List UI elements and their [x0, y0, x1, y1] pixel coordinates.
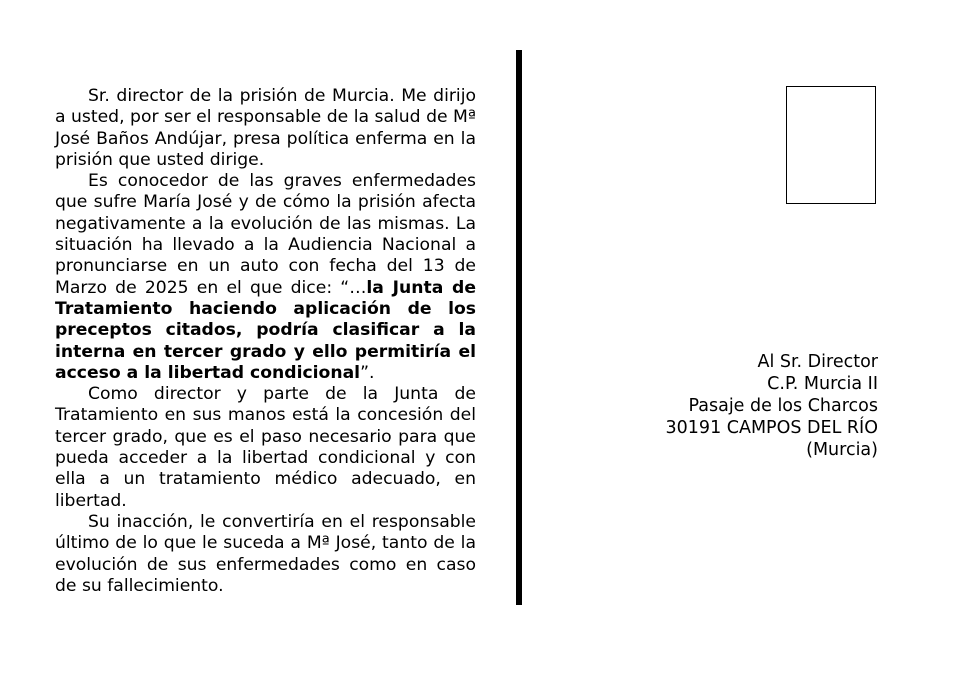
address-line-4: 30191 CAMPOS DEL RÍO: [665, 418, 878, 438]
address-line-3: Pasaje de los Charcos: [688, 396, 878, 416]
letter-paragraph-1: Sr. director de la prisión de Murcia. Me dirijo a usted, por ser el responsable de la salud de Mª José Baños Andújar, presa política enferma en la prisión que usted dirige.: [55, 86, 476, 170]
recipient-address: [666, 351, 878, 461]
address-line-2: C.P. Murcia II: [767, 374, 878, 394]
letter-body: [55, 86, 476, 597]
letter-paragraph-4: Su inacción, le convertiría en el responsable último de lo que le suceda a Mª José, tanto de la evolución de sus enfermedades como en caso de su fallecimiento.: [55, 511, 476, 596]
postcard-divider: [516, 50, 522, 605]
letter-paragraph-3: Como director y parte de la Junta de Tratamiento en sus manos está la concesión del tercer grado, que es el paso necesario para que pueda acceder a la libertad condicional y con ella a un tratamiento médico adecuado, en libertad.: [55, 384, 476, 511]
address-line-5: (Murcia): [806, 440, 878, 460]
stamp-box: [786, 86, 876, 204]
address-line-1: Al Sr. Director: [757, 352, 878, 372]
court-quote: la Junta de Tratamiento haciendo aplicación de los preceptos citados, podría clasificar a la interna en tercer grado y ello permitiría el acceso a la libertad condicional: [55, 277, 476, 383]
paragraph-2-intro: Es conocedor de las graves enfermedades que sufre María José y de cómo la prisión afecta negativamente a la evolución de las mismas. La situación ha llevado a la Audiencia Nacional a pronunciarse en un auto con fecha del 13 de Marzo de 2025 en el que dice: “…: [55, 171, 476, 298]
letter-paragraph-2: [55, 171, 476, 384]
paragraph-2-end: ”.: [360, 362, 375, 383]
